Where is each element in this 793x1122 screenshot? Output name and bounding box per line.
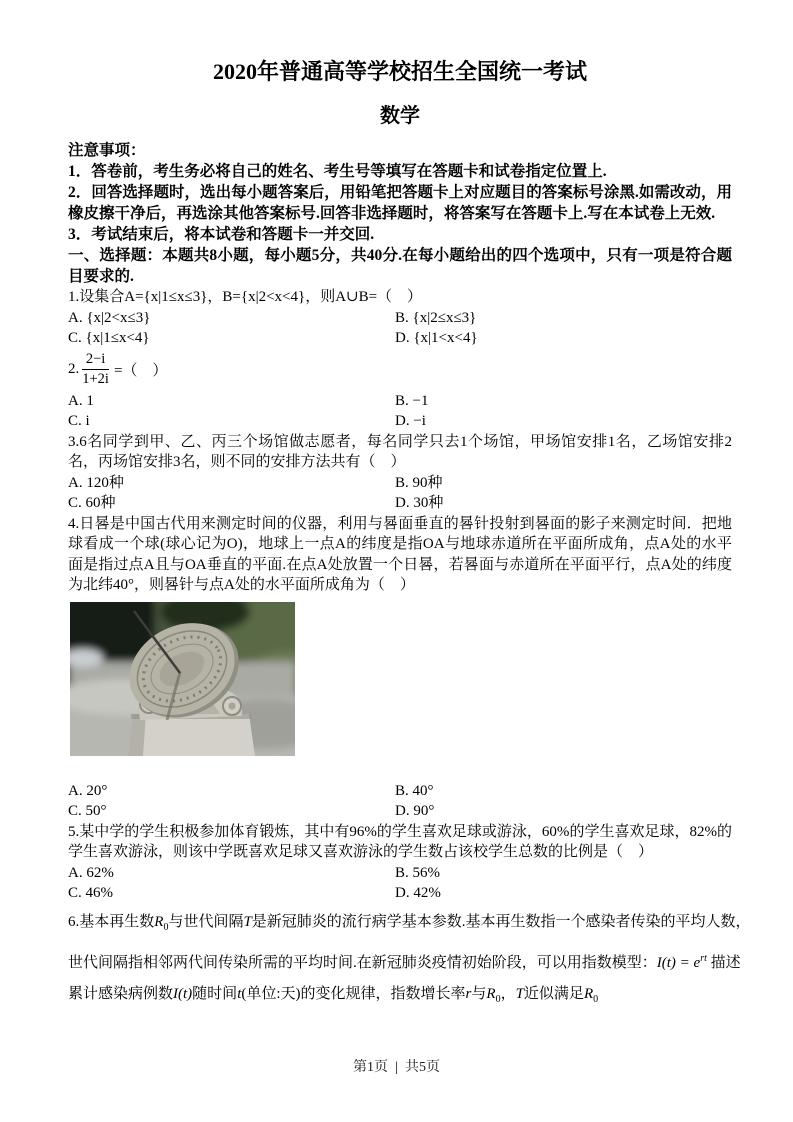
- question-3-option-c: C. 60种: [68, 495, 116, 511]
- question-3-option-b: B. 90种: [395, 474, 443, 491]
- question-3-options: [68, 473, 732, 514]
- question-3-stem: 3.6名同学到甲、乙、丙三个场馆做志愿者，每名同学只去1个场馆，甲场馆安排1名，乙场馆安排2名，丙场馆安排3名，则不同的安排方法共有（ ）: [68, 433, 732, 470]
- page-number: 第1页: [352, 1060, 388, 1075]
- question-4-option-c: C. 50°: [68, 803, 107, 819]
- question-6-line2: 世代间隔指相邻两代间传染所需的平均时间.在新冠肺炎疫情初始阶段，可以用指数模型：$I(t) = e^{rt}$ 描述: [68, 952, 741, 971]
- fraction-denominator: 1+2i: [82, 371, 109, 387]
- question-2-option-d: D. −i: [395, 413, 426, 429]
- question-6-line1: 6.基本再生数$R_0$与世代间隔T是新冠肺炎的流行病学基本参数.基本再生数指一个感染者传染的平均人数，: [68, 913, 751, 933]
- question-5-option-b: B. 56%: [395, 864, 440, 881]
- question-2-option-a: A. 1: [68, 392, 94, 409]
- section-heading: 一、选择题：本题共8小题，每小题5分，共40分.在每小题给出的四个选项中，只有一项是符合题目要求的.: [68, 247, 732, 285]
- question-5-option-c: C. 46%: [68, 885, 113, 901]
- question-3: [68, 432, 732, 514]
- question-4-stem: 4.日晷是中国古代用来测定时间的仪器，利用与晷面垂直的晷针投射到晷面的影子来测定时间．把地球看成一个球(球心记为O)，地球上一点A的纬度是指OA与地球赤道所在平面所成角，点A处的水平面是指过点A且与OA垂直的平面.在点A处放置一个日晷，若晷面与赤道所在平面平行，点A处的纬度为北纬40°，则晷针与点A处的水平面所成角为（ ）: [68, 515, 732, 593]
- exponential-model-formula: I(t) = e: [656, 954, 701, 971]
- fraction-numerator: 2−i: [82, 351, 109, 370]
- page-total: 共5页: [405, 1060, 441, 1075]
- subject-title: 数学: [380, 105, 420, 127]
- question-3-option-a: A. 120种: [68, 474, 124, 491]
- question-5: [68, 822, 732, 904]
- page-content: [68, 58, 751, 1015]
- question-1-options: [68, 308, 732, 349]
- question-2-stem: [68, 349, 732, 391]
- page-footer: [0, 1056, 793, 1076]
- footer-separator: |: [394, 1060, 399, 1075]
- question-5-option-a: A. 62%: [68, 864, 114, 881]
- question-4-option-b: B. 40°: [395, 782, 434, 799]
- question-4-options: [68, 781, 732, 822]
- page-title: 2020年普通高等学校招生全国统一考试: [212, 59, 587, 84]
- question-1-stem: 1.设集合A={x|1≤x≤3}，B={x|2<x<4}，则A∪B=（ ）: [68, 289, 423, 305]
- question-2-options: [68, 391, 732, 432]
- question-1-option-c: C. {x|1≤x<4}: [68, 330, 150, 346]
- question-2-option-c: C. i: [68, 413, 90, 429]
- notice-heading: 注意事项：: [68, 142, 146, 159]
- question-2-equals: =（ ）: [113, 363, 168, 379]
- notice-item-3: 3．考试结束后，将本试卷和答题卡一并交回.: [68, 226, 375, 243]
- question-1-option-a: A. {x|2<x≤3}: [68, 309, 151, 326]
- question-5-option-d: D. 42%: [395, 885, 441, 901]
- sundial-photo: [70, 602, 295, 756]
- question-4-option-a: A. 20°: [68, 782, 108, 799]
- fraction: [82, 351, 109, 388]
- question-3-option-d: D. 30种: [395, 495, 444, 511]
- notice-item-1: 1．答卷前，考生务必将自己的姓名、考生号等填写在答题卡和试卷指定位置上.: [68, 163, 607, 180]
- question-6-line3: 累计感染病例数I(t)随时间t(单位:天)的变化规律，指数增长率r与$R_0$，T近似满足$R_0$: [68, 985, 599, 1005]
- question-5-options: [68, 863, 732, 904]
- question-1: [68, 287, 732, 349]
- question-2-number: 2.: [68, 361, 80, 377]
- question-4: [68, 514, 732, 822]
- notice-item-2: 2．回答选择题时，选出每小题答案后，用铅笔把答题卡上对应题目的答案标号涂黑.如需改动，用橡皮擦干净后，再选涂其他答案标号.回答非选择题时，将答案写在答题卡上.写在本试卷上无效.: [68, 184, 732, 222]
- question-2: [68, 349, 732, 432]
- pedestal: [128, 714, 255, 756]
- question-1-option-b: B. {x|2≤x≤3}: [395, 309, 477, 326]
- question-1-option-d: D. {x|1<x<4}: [395, 330, 478, 346]
- question-2-option-b: B. −1: [395, 392, 429, 409]
- question-4-option-d: D. 90°: [395, 803, 435, 819]
- question-5-stem: 5.某中学的学生积极参加体育锻炼，其中有96%的学生喜欢足球或游泳，60%的学生喜欢足球，82%的学生喜欢游泳，则该中学既喜欢足球又喜欢游泳的学生数占该校学生总数的比例是（ ）: [68, 823, 732, 860]
- question-6: [68, 907, 751, 1015]
